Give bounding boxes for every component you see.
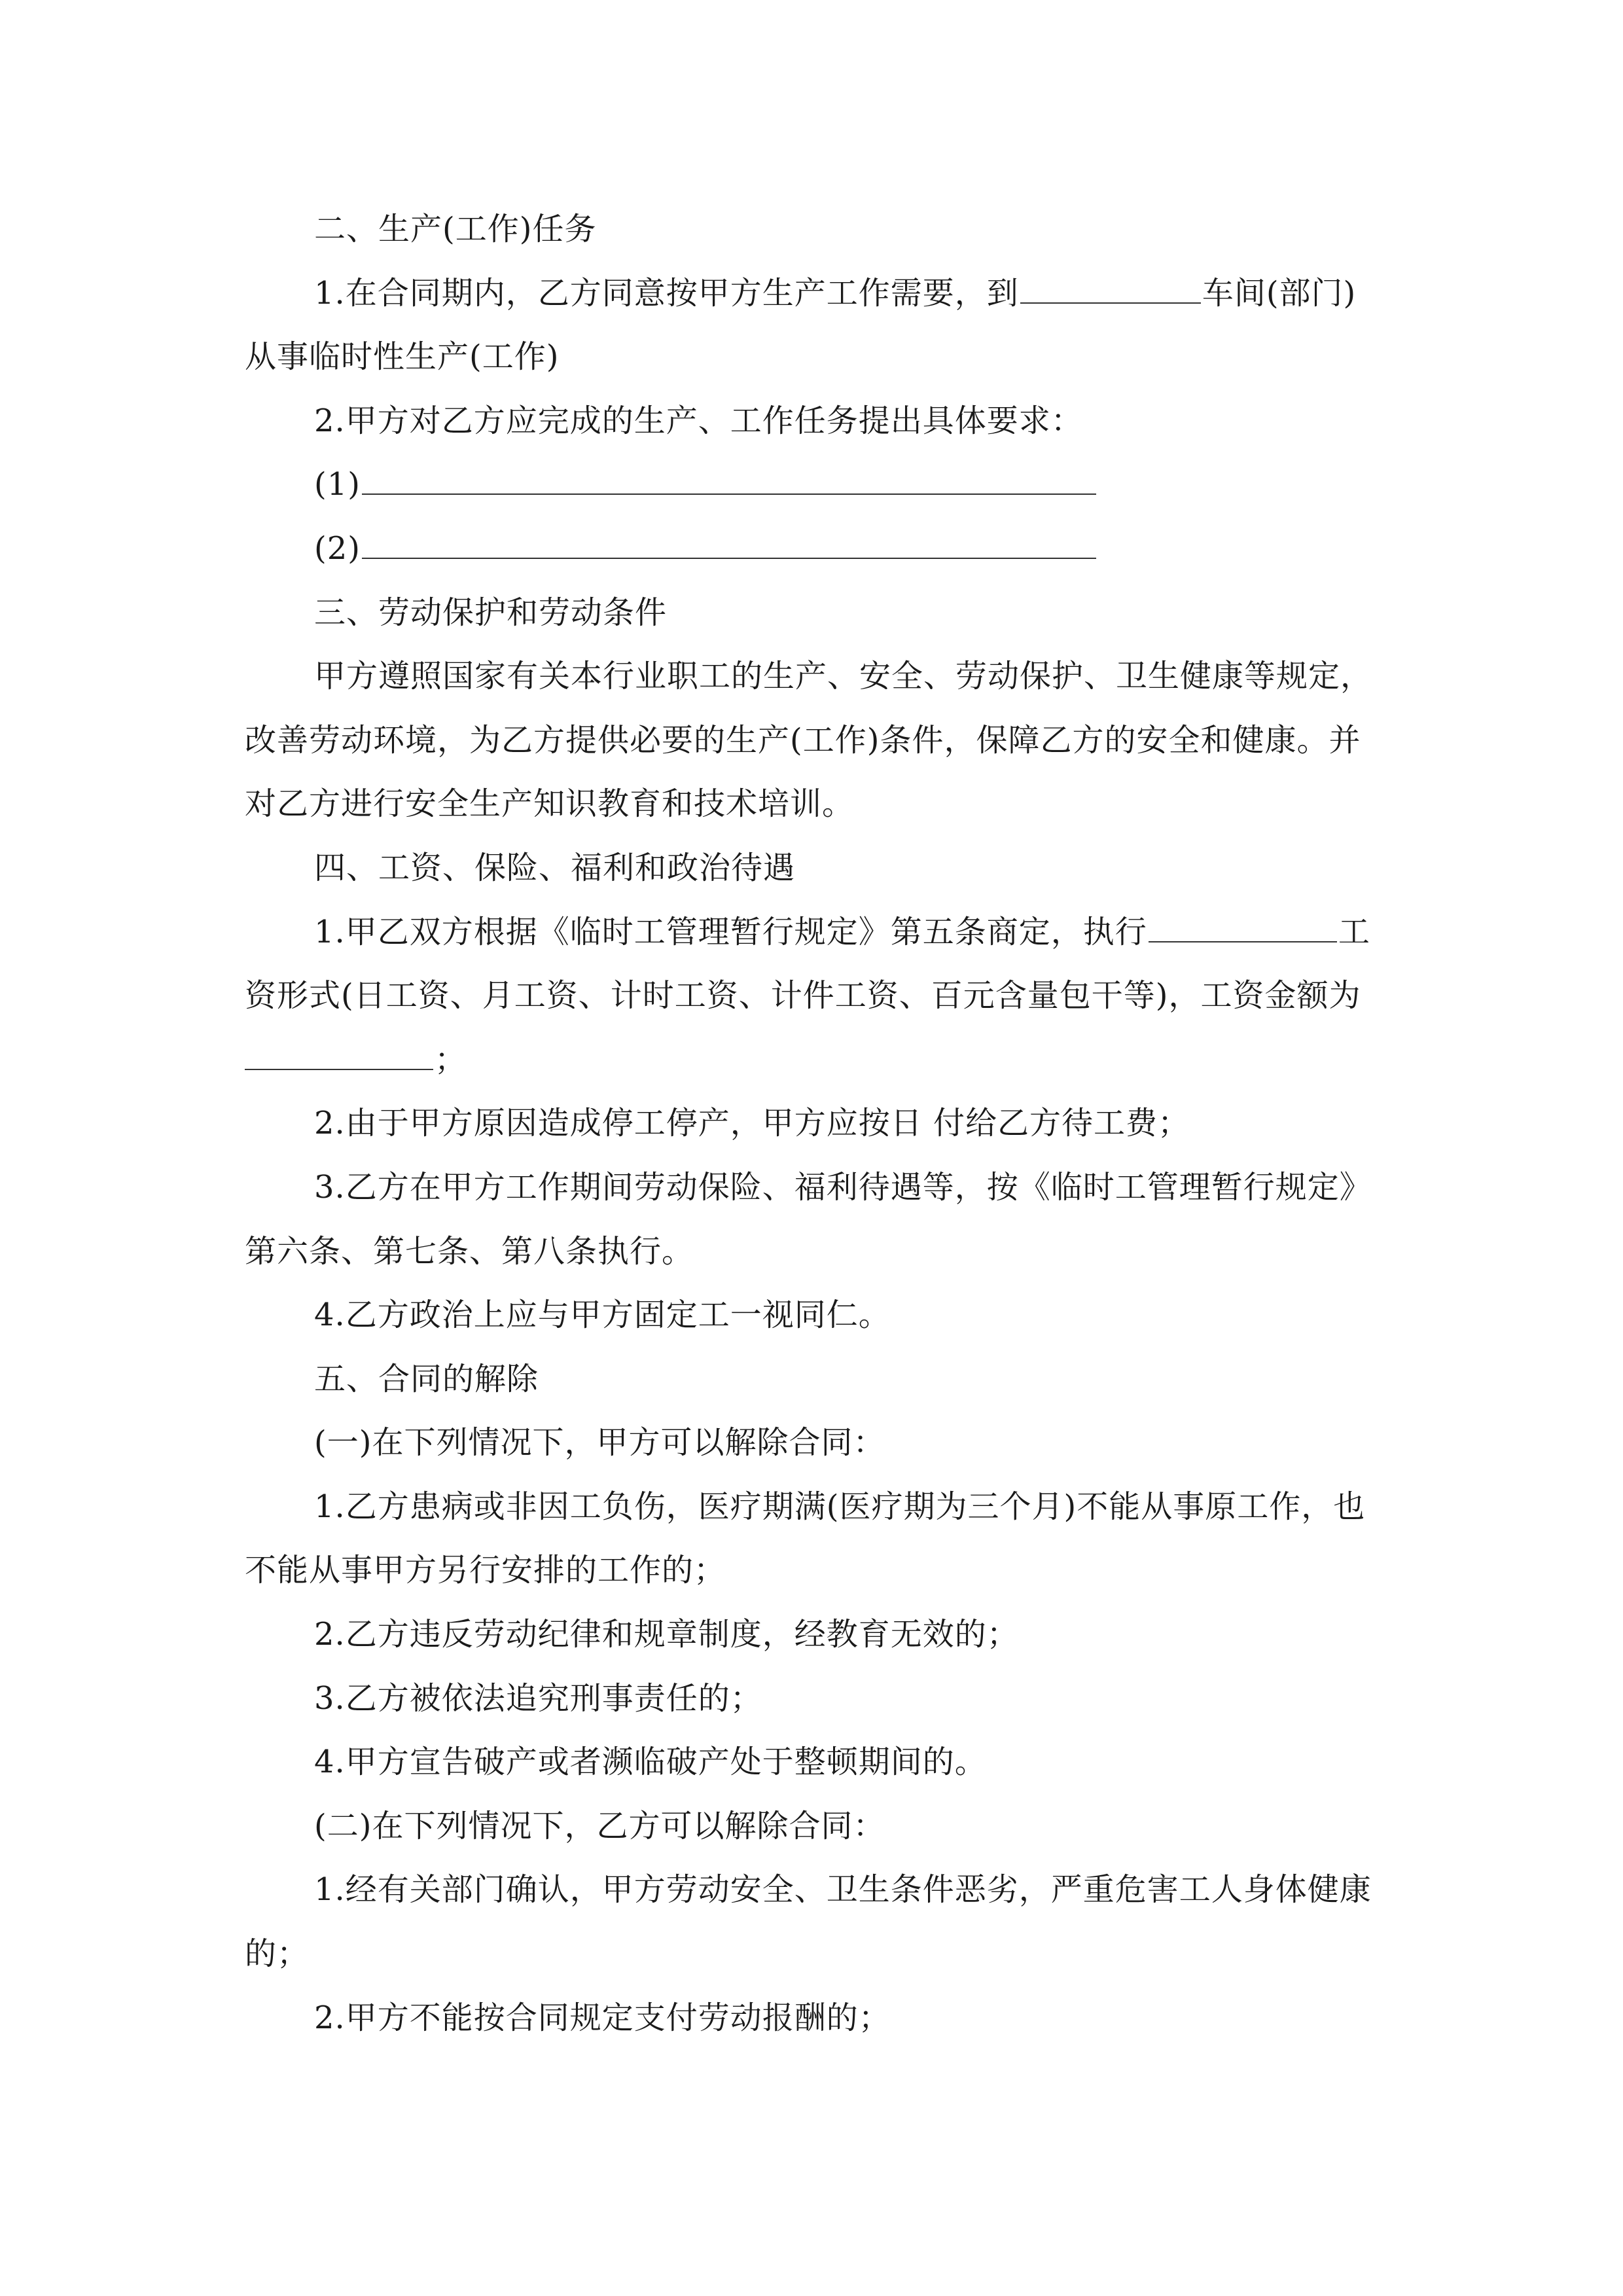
text-run: 3.乙方在甲方工作期间劳动保险、福利待遇等，按《临时工管理暂行规定》	[314, 1168, 1372, 1206]
text-run: 改善劳动环境，为乙方提供必要的生产(工作)条件，保障乙方的安全和健康。并	[245, 721, 1361, 759]
paragraph-line	[245, 964, 1397, 1028]
text-run: 2.由于甲方原因造成停工停产，甲方应按日 付给乙方待工费；	[314, 1105, 1190, 1142]
text-run: 对乙方进行安全生产知识教育和技术培训。	[245, 785, 855, 823]
paragraph-line	[245, 1092, 1397, 1156]
text-run: 1.甲乙双方根据《临时工管理暂行规定》第五条商定，执行	[314, 913, 1147, 950]
text-run: 从事临时性生产(工作)	[245, 338, 560, 376]
paragraph-line	[245, 1028, 1397, 1092]
paragraph-line	[245, 262, 1397, 326]
text-run: 车间(部门)	[1202, 274, 1357, 312]
item-number: (1)	[314, 466, 361, 503]
text-run: 1.在合同期内，乙方同意按甲方生产工作需要，到	[314, 274, 1019, 312]
list-item	[245, 517, 1397, 581]
fill-in-blank	[1149, 905, 1337, 942]
item-number: (2)	[314, 529, 361, 567]
text-run: 4.甲方宣告破产或者濒临破产处于整顿期间的。	[314, 1744, 987, 1781]
paragraph-line	[245, 389, 1397, 454]
text-run: 3.乙方被依法追究刑事责任的；	[314, 1679, 762, 1717]
section-4-heading: 四、工资、保险、福利和政治待遇	[314, 849, 796, 886]
paragraph-line	[245, 1858, 1397, 1922]
section-5-heading: 五、合同的解除	[314, 1360, 539, 1397]
subsection-heading	[245, 1795, 1397, 1859]
list-item	[245, 453, 1397, 517]
text-run: 4.乙方政治上应与甲方固定工一视同仁。	[314, 1297, 891, 1334]
paragraph-line	[245, 1667, 1397, 1731]
text-run: ；	[435, 1041, 467, 1078]
text-run: 的；	[245, 1935, 310, 1973]
paragraph-line	[245, 772, 1397, 836]
fill-in-blank	[245, 1032, 433, 1070]
text-run: (二)在下列情况下，乙方可以解除合同：	[314, 1807, 885, 1844]
subsection-heading	[245, 1411, 1397, 1475]
text-run: 甲方遵照国家有关本行业职工的生产、安全、劳动保护、卫生健康等规定，	[314, 658, 1373, 695]
section-heading	[245, 1348, 1397, 1412]
section-heading	[245, 836, 1397, 901]
text-run: 第六条、第七条、第八条执行。	[245, 1232, 694, 1270]
text-run: 1.乙方患病或非因工负伤，医疗期满(医疗期为三个月)不能从事原工作，也	[314, 1488, 1366, 1525]
paragraph-line	[245, 1156, 1397, 1220]
section-3-heading: 三、劳动保护和劳动条件	[314, 594, 668, 631]
fill-in-blank	[1020, 266, 1201, 304]
fill-in-blank	[362, 521, 1096, 559]
paragraph-line	[245, 1986, 1397, 2051]
paragraph-line	[245, 1731, 1397, 1795]
text-run: 不能从事甲方另行安排的工作的；	[245, 1552, 726, 1589]
paragraph-line	[245, 325, 1397, 389]
paragraph-line	[245, 1603, 1397, 1667]
text-run: 工	[1338, 913, 1370, 950]
section-heading	[245, 198, 1397, 262]
paragraph-line	[245, 1539, 1397, 1603]
text-run: 2.乙方违反劳动纪律和规章制度，经教育无效的；	[314, 1616, 1019, 1653]
paragraph-line	[245, 1475, 1397, 1539]
fill-in-blank	[362, 457, 1096, 495]
text-run: 2.甲方不能按合同规定支付劳动报酬的；	[314, 1999, 891, 2036]
section-heading	[245, 581, 1397, 645]
text-run: 资形式(日工资、月工资、计时工资、计件工资、百元含量包干等)，工资金额为	[245, 977, 1361, 1014]
paragraph-line	[245, 901, 1397, 965]
text-run: 2.甲方对乙方应完成的生产、工作任务提出具体要求：	[314, 402, 1083, 439]
section-2-heading: 二、生产(工作)任务	[314, 211, 597, 247]
paragraph-line	[245, 1922, 1397, 1986]
contract-body	[245, 198, 1397, 2050]
text-run: (一)在下列情况下，甲方可以解除合同：	[314, 1424, 885, 1462]
paragraph-line	[245, 645, 1397, 709]
text-run: 1.经有关部门确认，甲方劳动安全、卫生条件恶劣，严重危害工人身体健康	[314, 1871, 1372, 1909]
paragraph-line	[245, 1220, 1397, 1284]
paragraph-line	[245, 709, 1397, 773]
paragraph-line	[245, 1283, 1397, 1348]
